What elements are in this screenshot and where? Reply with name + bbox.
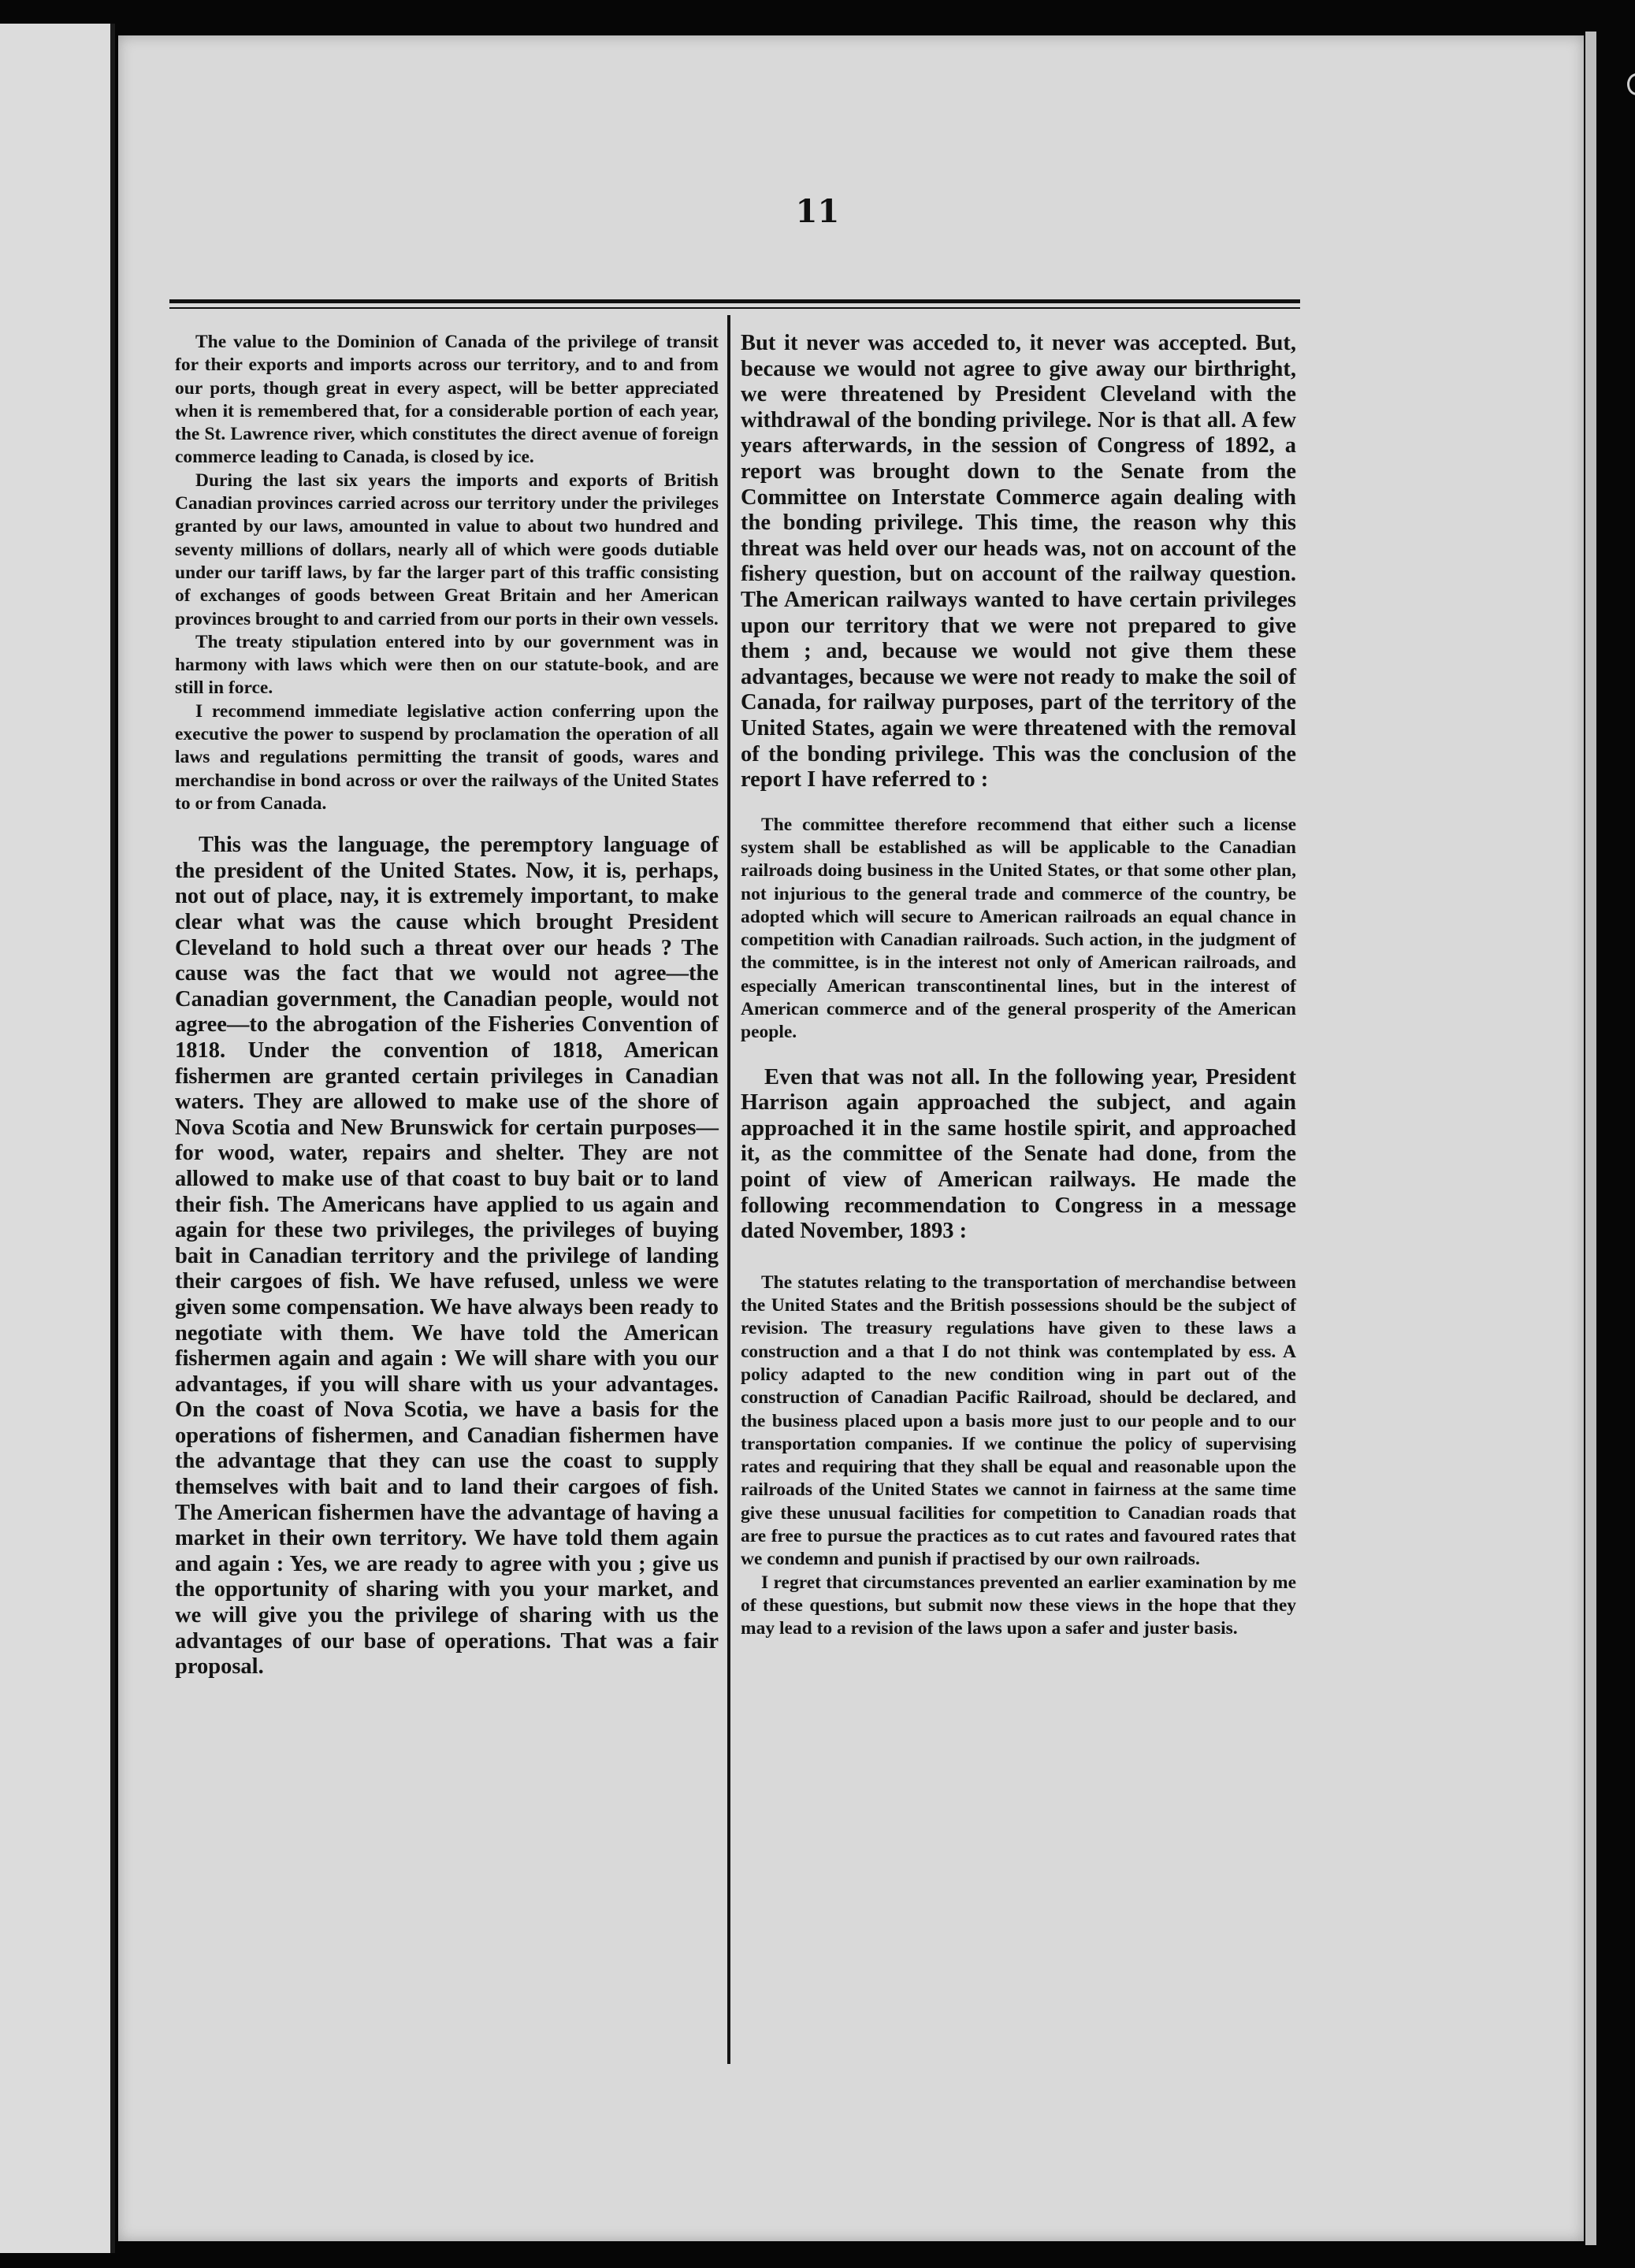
header-rule-thick: [169, 299, 1300, 303]
right-column: [741, 331, 1296, 1641]
page-number: 11: [795, 193, 840, 230]
quote-paragraph: During the last six years the imports and exports of British Canadian provinces carried across our territory under the privileges granted by our laws, amounted in value to about two hundred and seventy millions of dollars, nearly all of which were goods dutiable under our tariff laws, by far the larger part of this traffic consisting of exchanges of goods between Great Britain and her American provinces brought to and carried from our ports in their own vessels.: [175, 470, 719, 629]
scan-artifact-icon: [1627, 73, 1635, 95]
body-paragraph: This was the language, the peremptory language of the president of the United States. Now, it is, perhaps, not out of place, nay, it is extremely important, to make clear what was the cause which brought President Cleveland to hold such a threat over our heads ? The cause was the fact that we would not agree—the Canadian government, the Canadian people, would not agree—to the abrogation of the Fisheries Convention of 1818. Under the convention of 1818, American fishermen are granted certain privileges in Canadian waters. They are allowed to make use of the shore of Nova Scotia and New Brunswick for certain purposes—for wood, water, repairs and shelter. They are not allowed to make use of that coast to buy bait or to land their fish. The Americans have applied to us again and again for these two privileges, the privileges of buying bait in Canadian territory and the privilege of landing their cargoes of fish. We have refused, unless we were given some compensation. We have always been ready to negotiate with them. We have told the American fishermen again and again : We will share with you our advantages, if you will share with us your advantages. On the coast of Nova Scotia, we have a basis for the operations of fishermen, and Canadian fishermen have the advantage that they can use the coast to supply themselves with bait and to land their cargoes of fish. The American fishermen have the advantage of having a market in their own territory. We have told them again and again : Yes, we are ready to agree with you ; give us the opportunity of sharing with you your market, and we will give you the privilege of sharing with us the advantages of our base of operations. That was a fair proposal.: [175, 833, 719, 1680]
spacer: [741, 793, 1296, 814]
speech-harrison: [741, 1065, 1296, 1245]
body-paragraph: Even that was not all. In the following year, President Harrison again approached the subject, and again approached it in the same hostile spirit, and approached it, as the committee of the Senate had done, from the point of view of American railways. He made the following recommendation to Congress in a message dated November, 1893 :: [741, 1064, 1296, 1244]
left-column: [175, 331, 719, 1680]
committee-report-quote: [741, 814, 1296, 1045]
header-rule-thin: [169, 307, 1300, 309]
previous-page-edge: [0, 24, 115, 2253]
quote-paragraph: The value to the Dominion of Canada of the privilege of transit for their exports and imports across our territory, and to and from our ports, though great in every aspect, will be better appreciated when it is remembered that, for a considerable portion of each year, the St. Lawrence river, which constitutes the direct avenue of foreign commerce leading to Canada, is closed by ice.: [175, 332, 719, 468]
quote-paragraph: The statutes relating to the transportation of merchandise between the United States and the British possessions should be the subject of revision. The treasury regulations have given to these laws a construction and a that I do not think was contemplated by ess. A policy adapted to the new condition wing in part out of the construction of Canadian Pacific Railroad, should be declared, and the business placed upon a basis more just to our people and to our transportation companies. If we continue the policy of supervising rates and requiring that they shall be equal and reasonable upon the railroads of the United States we cannot in fairness at the same time give these unusual facilities for competition to Canadian roads that are free to pursue the practices as to cut rates and favoured rates that we condemn and punish if practised by our own railroads.: [741, 1271, 1296, 1570]
cleveland-message-quote: [175, 331, 719, 815]
quote-paragraph: The committee therefore recommend that either such a license system shall be established as will be applicable to the Canadian railroads doing business in the United States, or that some other plan, not injurious to the general trade and commerce of the country, be adopted which will secure to American railroads an equal chance in competition with Canadian railroads. Such action, in the judgment of the committee, is in the interest not only of American railroads, and especially American transcontinental lines, but in the interest of American commerce and of the general prosperity of the American people.: [741, 814, 1296, 1043]
spacer: [175, 815, 719, 833]
quote-paragraph: I regret that circumstances prevented an earlier examination by me of these questions, but submit now these views in the hope that they may lead to a revision of the laws upon a safer and juster basis.: [741, 1572, 1296, 1639]
spacer: [741, 1045, 1296, 1065]
column-divider: [727, 315, 730, 2064]
page-edge-shadow: [1585, 32, 1596, 2245]
speech-continuation: [741, 331, 1296, 793]
speech-body: [175, 833, 719, 1680]
harrison-message-quote: [741, 1271, 1296, 1641]
spacer: [741, 1245, 1296, 1271]
quote-paragraph: The treaty stipulation entered into by our government was in harmony with laws which were then on our statute-book, and are still in force.: [175, 631, 719, 699]
quote-paragraph: I recommend immediate legislative action conferring upon the executive the power to suspend by proclamation the operation of all laws and regulations permitting the transit of goods, wares and merchandise in bond across or over the railways of the United States to or from Canada.: [175, 700, 719, 814]
body-paragraph: But it never was acceded to, it never was accepted. But, because we would not agree to give away our birthright, we were threatened by President Cleveland with the withdrawal of the bonding privilege. Nor is that all. A few years afterwards, in the session of Congress of 1892, a report was brought down to the Senate from the Committee on Interstate Commerce again dealing with the bonding privilege. This time, the reason why this threat was held over our heads was, not on account of the fishery question, but on account of the railway question. The American railways wanted to have certain privileges upon our territory that we were not prepared to give them ; and, because we would not give them these advantages, because we were not ready to make the soil of Canada, for railway purposes, part of the territory of the United States, again we were threatened with the removal of the bonding privilege. This was the conclusion of the report I have referred to :: [741, 331, 1296, 793]
